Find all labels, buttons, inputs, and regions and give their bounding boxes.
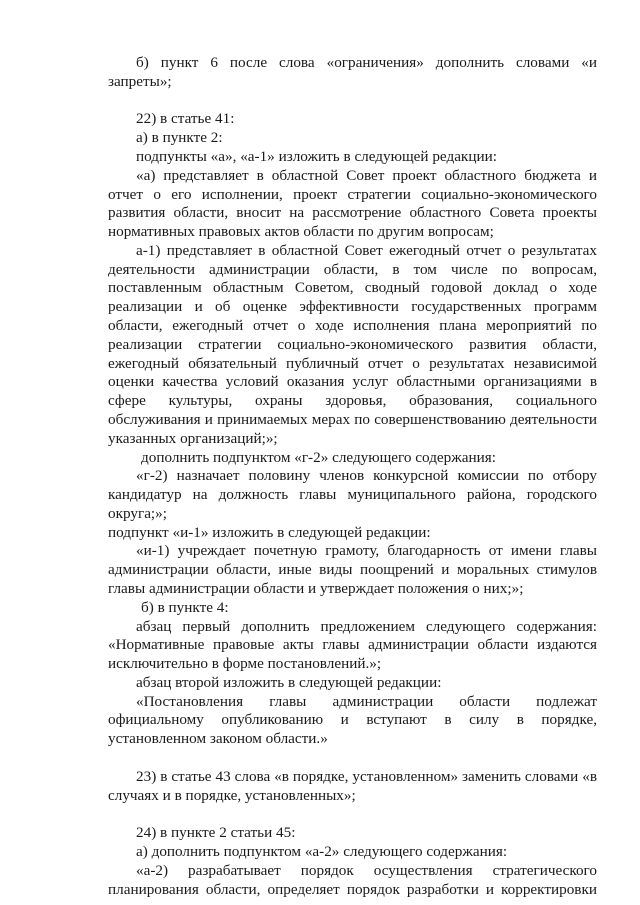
text-line: «а) представляет в областной Совет проект областного бюджета и <box>136 166 597 184</box>
text-line: б) в пункте 4: <box>141 598 229 616</box>
text-line: случаях и в порядке, установленных»; <box>108 786 356 804</box>
text-line: сфере культуры, охраны здоровья, образования, социального <box>108 392 597 410</box>
text-line: ежегодный обязательный публичный отчет о результатах независимой <box>108 354 597 372</box>
text-line: оценки качества условий оказания услуг областными организациями в <box>108 373 597 391</box>
text-line: реализации стратегии социально-экономического развития области, <box>108 335 597 353</box>
text-line: нормативных правовых актов области по другим вопросам; <box>108 223 494 241</box>
text-line: области, ежегодный отчет о ходе исполнения плана мероприятий по <box>108 317 597 334</box>
text-line: обслуживания и принимаемых мерах по совершенствованию деятельности <box>108 410 597 428</box>
text-line: «а-2) разрабатывает порядок осуществления стратегического <box>136 861 597 879</box>
text-line: планирования области, определяет порядок разработки и корректировки <box>108 880 597 898</box>
text-line: подпункты «а», «а-1» изложить в следующей редакции: <box>136 147 497 165</box>
text-line: исключительно в форме постановлений.»; <box>108 655 382 673</box>
text-line: «г-2) назначает половину членов конкурсной комиссии по отбору <box>136 467 597 485</box>
text-line: указанных организаций;»; <box>108 429 278 447</box>
text-line: отчет о его исполнении, проект стратегии социально-экономического <box>108 185 597 203</box>
text-line: установленном законом области.» <box>108 730 328 748</box>
text-line: кандидатур на должность главы муниципального района, городского <box>108 486 597 503</box>
text-line: деятельности администрации области, в том числе по вопросам, <box>108 260 597 278</box>
text-line: запреты»; <box>108 72 172 90</box>
text-line: а) дополнить подпунктом «а-2» следующего содержания: <box>136 842 508 860</box>
text-line: б) пункт 6 после слова «ограничения» дополнить словами «и <box>136 54 597 71</box>
text-line: а) в пункте 2: <box>136 129 223 147</box>
text-line: дополнить подпунктом «г-2» следующего содержания: <box>141 448 496 466</box>
text-line: главы администрации области и утверждает положения о них;»; <box>108 580 524 597</box>
text-line: абзац первый дополнить предложением следующего содержания: <box>136 617 597 635</box>
text-line: «Нормативные правовые акты главы администрации области издаются <box>108 636 597 654</box>
text-line: официальному опубликованию и вступают в силу в порядке, <box>108 711 597 729</box>
text-line: абзац второй изложить в следующей редакции: <box>136 673 442 691</box>
text-line: администрации области, иные виды поощрений и моральных стимулов <box>108 561 597 579</box>
text-line: 24) в пункте 2 статьи 45: <box>136 824 296 842</box>
text-line: 22) в статье 41: <box>136 110 235 128</box>
text-line: а-1) представляет в областной Совет ежегодный отчет о результатах <box>136 241 597 259</box>
text-line: подпункт «и-1» изложить в следующей редакции: <box>108 523 431 541</box>
text-line: «и-1) учреждает почетную грамоту, благодарность от имени главы <box>136 542 597 560</box>
text-line: поставленным областным Советом, сводный годовой доклад о ходе <box>108 279 597 297</box>
text-line: реализации и об оценке эффективности государственных программ <box>108 298 597 316</box>
text-line: округа;»; <box>108 504 167 522</box>
text-line: развития области, вносит на рассмотрение областного Совета проекты <box>108 204 597 222</box>
text-line: «Постановления главы администрации области подлежат <box>136 692 597 710</box>
text-line: 23) в статье 43 слова «в порядке, установленном» заменить словами «в <box>136 767 597 785</box>
